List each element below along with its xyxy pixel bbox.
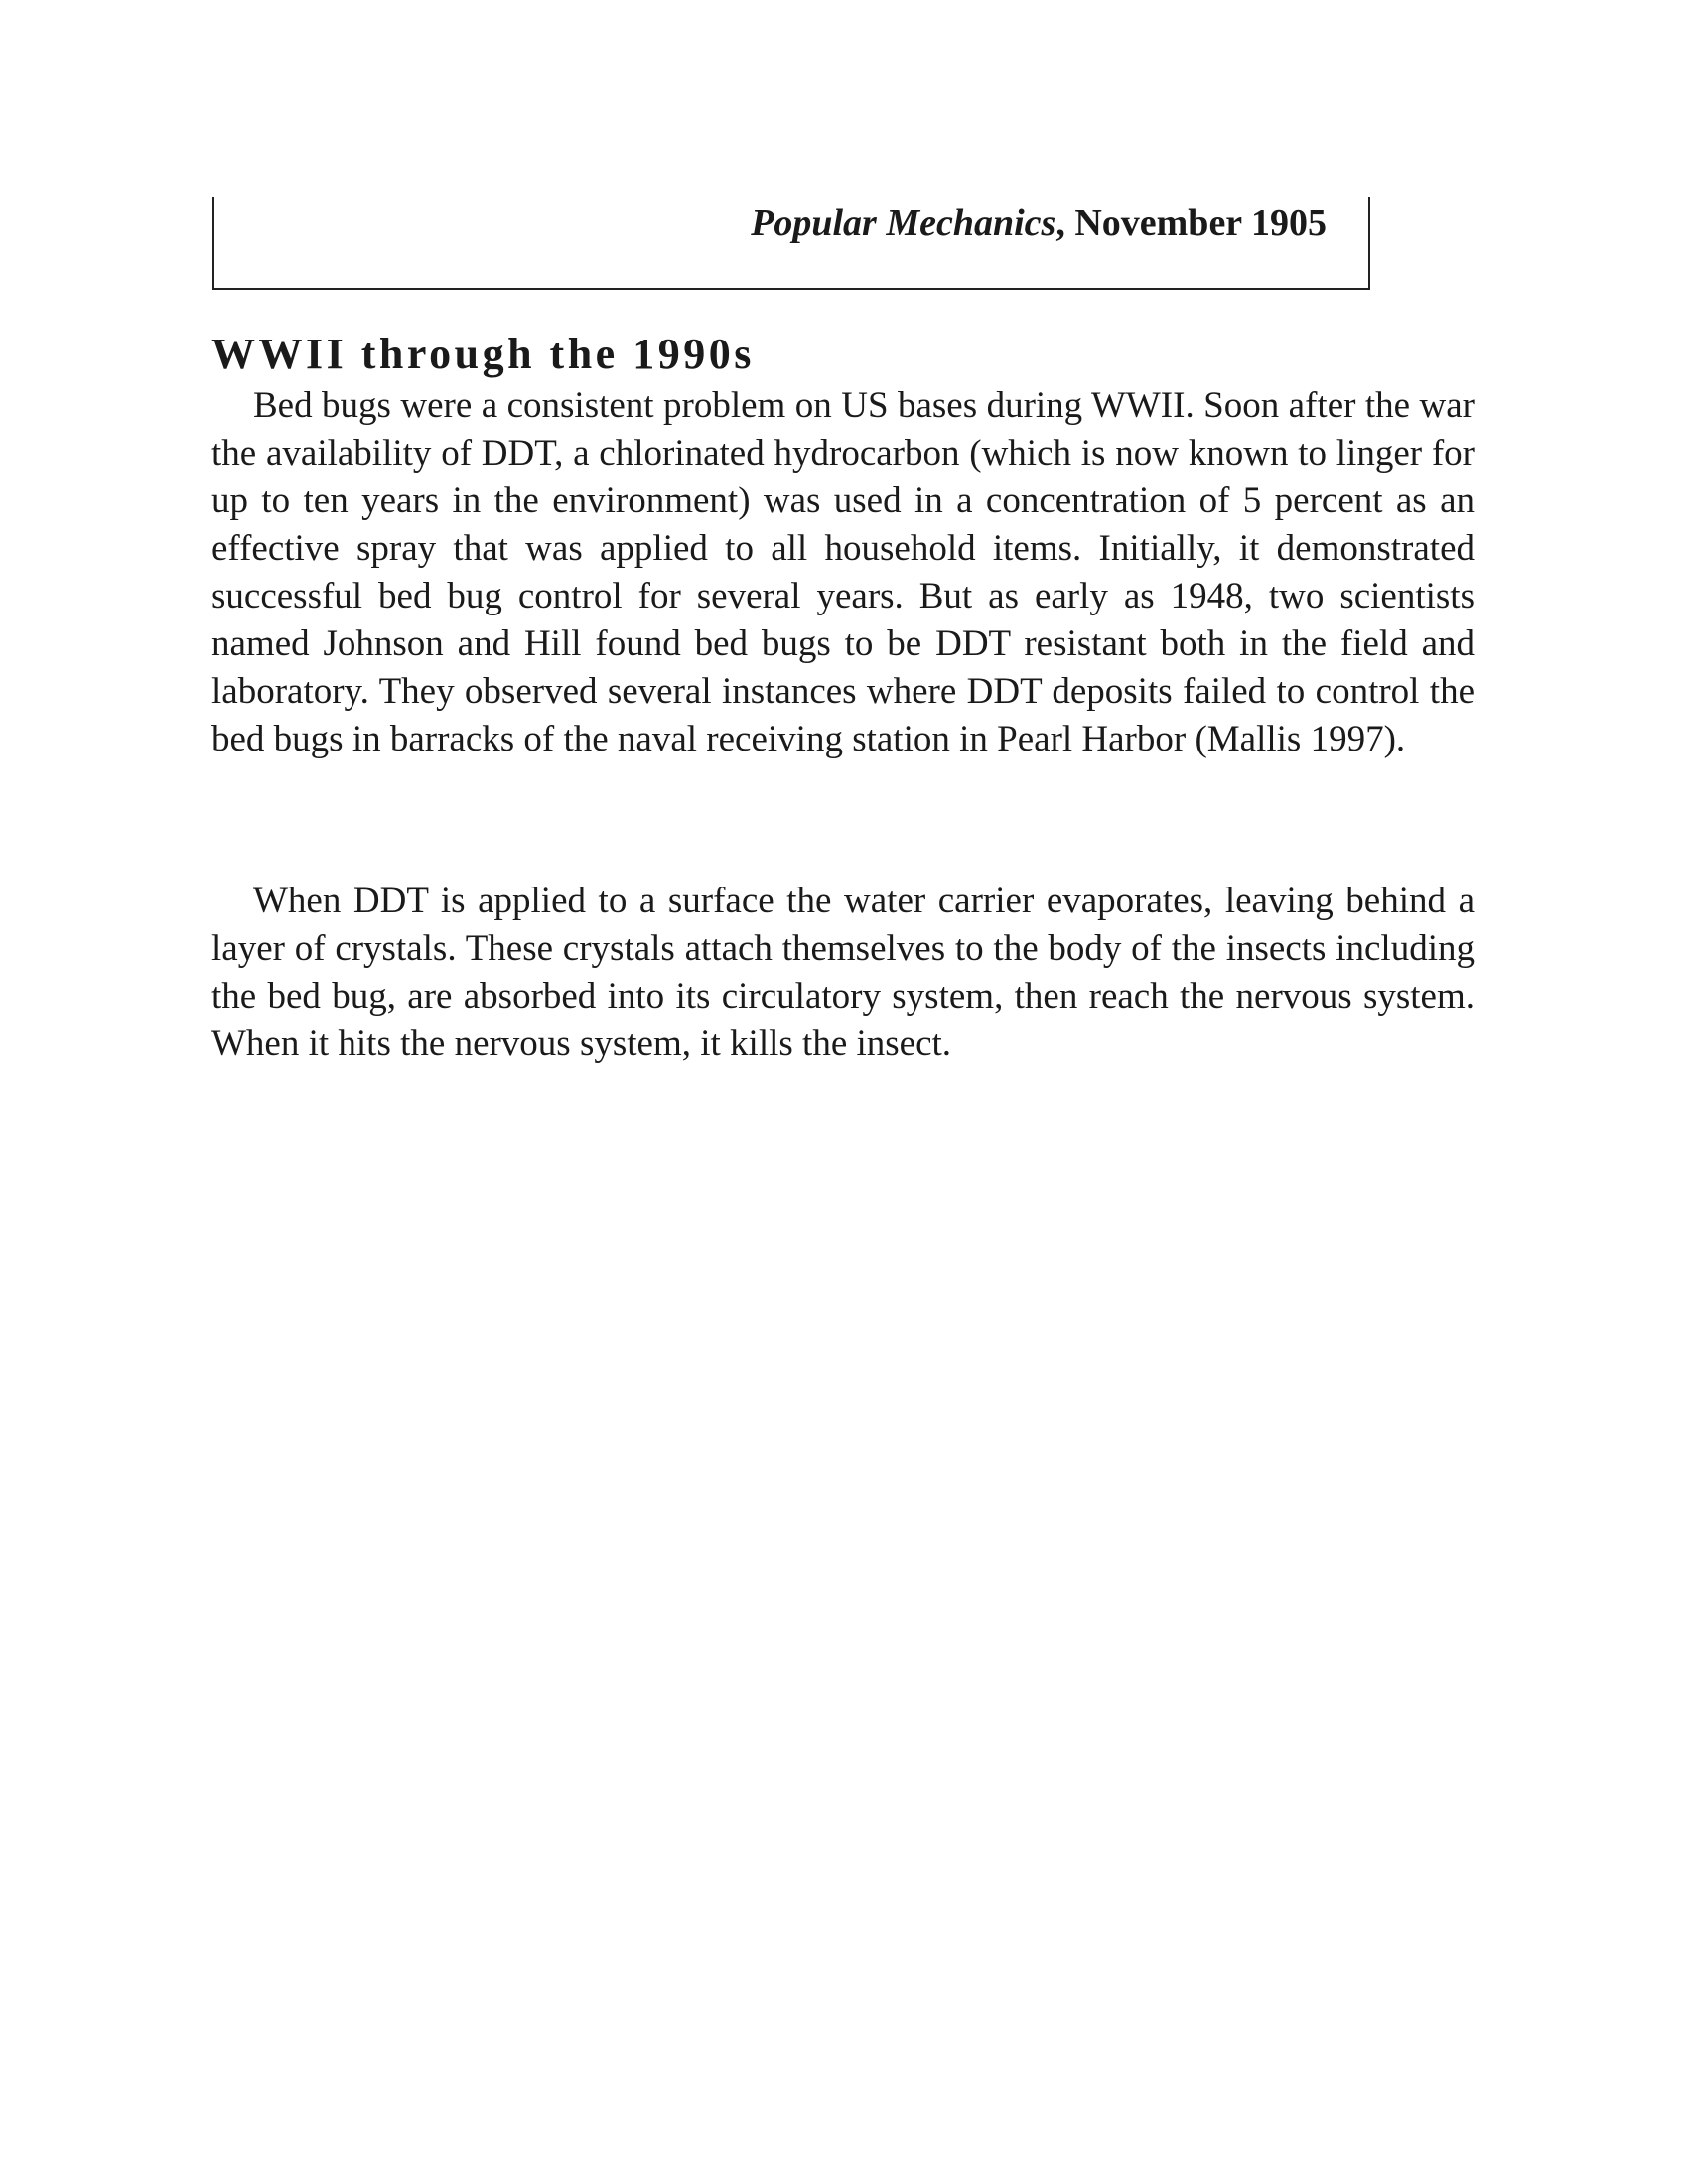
publication-name: Popular Mechanics: [751, 203, 1056, 244]
publication-date: , November 1905: [1055, 203, 1327, 244]
paragraph-2: When DDT is applied to a surface the water carrier evaporates, leaving behind a layer of crystals. These crystals attach themselves to the body of the insects including the bed bug, are absorbed into its circulatory system, then reach the nervous system. When it hits the nervous system, it kills the insect.: [211, 881, 1475, 1064]
citation-box: [212, 197, 1370, 290]
section-heading: WWII through the 1990s: [211, 330, 755, 378]
citation-line: [751, 199, 1327, 248]
paragraph-1: Bed bugs were a consistent problem on US bases during WWII. Soon after the war the availability of DDT, a chlorinated hydrocarbon (which is now known to linger for up to ten years in the environment) was used in a concentration of 5 percent as an effective spray that was applied to all household items. Initially, it demonstrated successful bed bug control for several years. But as early as 1948, two scientists named Johnson and Hill found bed bugs to be DDT resistant both in the field and laboratory. They observed several instances where DDT deposits failed to control the bed bugs in barracks of the naval receiving station in Pearl Harbor (Mallis 1997).: [211, 385, 1475, 759]
